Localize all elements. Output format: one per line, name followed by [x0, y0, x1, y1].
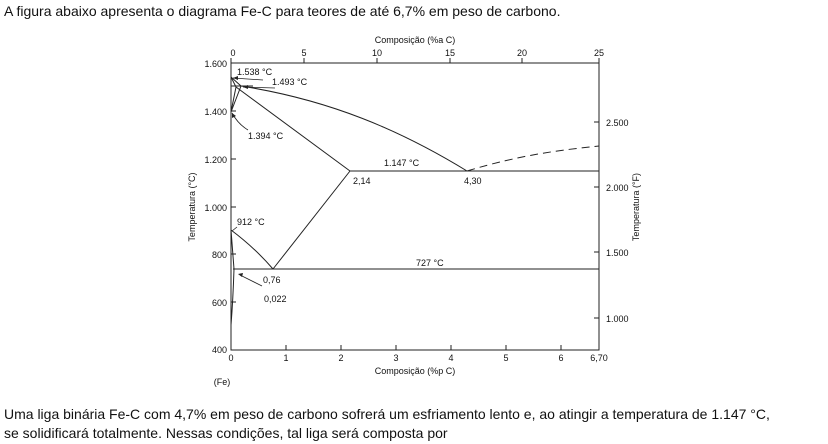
delta-boundary [231, 87, 236, 112]
arrowheads [232, 76, 248, 277]
label-1394c: 1.394 °C [248, 131, 284, 141]
a3-line [231, 230, 273, 269]
label-0-022: 0,022 [264, 294, 287, 304]
leader-912 [232, 227, 237, 231]
left-tick-label: 1.000 [204, 203, 227, 213]
delta-boundary [231, 86, 241, 112]
bottom-tick-label: 6 [558, 353, 564, 363]
right-axis-ticks [594, 122, 599, 318]
top-axis-label: Composição (%a C) [374, 35, 456, 45]
top-tick-label: 25 [593, 48, 605, 58]
bottom-axis-ticks [286, 345, 561, 350]
right-axis-label: Temperatura (°F) [631, 172, 641, 242]
left-tick-label: 600 [211, 298, 227, 308]
left-tick-label: 1.400 [204, 107, 227, 117]
left-tick-label: 800 [211, 250, 227, 260]
left-tick-label: 1.200 [204, 155, 227, 165]
top-tick-label: 0 [230, 48, 236, 58]
label-912c: 912 °C [237, 217, 265, 227]
fe-label: (Fe) [213, 377, 231, 387]
plot-frame [231, 63, 599, 350]
label-1147c: 1.147 °C [384, 158, 420, 168]
intro-text: A figura abaixo apresenta o diagrama Fe-C para teores de até 6,7% em peso de carbono. [4, 3, 561, 19]
bottom-tick-label: 3 [393, 353, 399, 363]
left-tick-label: 1.600 [204, 59, 227, 69]
liquidus-line [241, 86, 467, 171]
label-4-30: 4,30 [464, 176, 482, 186]
right-tick-label: 2.500 [606, 118, 629, 128]
bottom-tick-label: 4 [448, 353, 454, 363]
bottom-tick-label: 2 [338, 353, 344, 363]
arrowhead [232, 113, 236, 118]
liquidus-dashed-line [467, 146, 599, 171]
acm-line [273, 171, 350, 269]
bottom-tick-label: 6,70 [590, 353, 608, 363]
label-2-14: 2,14 [353, 176, 371, 186]
top-tick-label: 20 [516, 48, 528, 58]
left-axis-label: Temperatura (°C) [187, 172, 197, 242]
right-tick-label: 2.000 [606, 183, 629, 193]
phase-boundaries [231, 77, 599, 325]
label-727c: 727 °C [416, 258, 444, 268]
label-0-76: 0,76 [263, 275, 281, 285]
leader-0022 [240, 275, 262, 286]
right-tick-label: 1.500 [606, 248, 629, 258]
solidus-line [236, 87, 350, 171]
bottom-tick-label: 0 [228, 353, 234, 363]
bottom-tick-label: 1 [283, 353, 289, 363]
top-tick-label: 15 [444, 48, 456, 58]
question-text [4, 405, 828, 443]
top-tick-label: 5 [301, 48, 307, 58]
right-tick-label: 1.000 [606, 314, 629, 324]
question-line-1: Uma liga binária Fe-C com 4,7% em peso de carbono sofrerá um esfriamento lento e, ao atingir a temperatura de 1.147 °C, [4, 406, 770, 422]
bottom-tick-label: 5 [503, 353, 509, 363]
top-tick-label: 10 [371, 48, 383, 58]
question-line-2: se solidificará totalmente. Nessas condições, tal liga será composta por [4, 425, 448, 441]
left-tick-label: 400 [211, 345, 227, 355]
top-axis-ticks [231, 58, 599, 63]
bottom-axis-label: Composição (%p C) [374, 366, 456, 376]
leader-lines [232, 78, 275, 286]
label-1493c: 1.493 °C [272, 77, 308, 87]
label-1538c: 1.538 °C [237, 67, 273, 77]
